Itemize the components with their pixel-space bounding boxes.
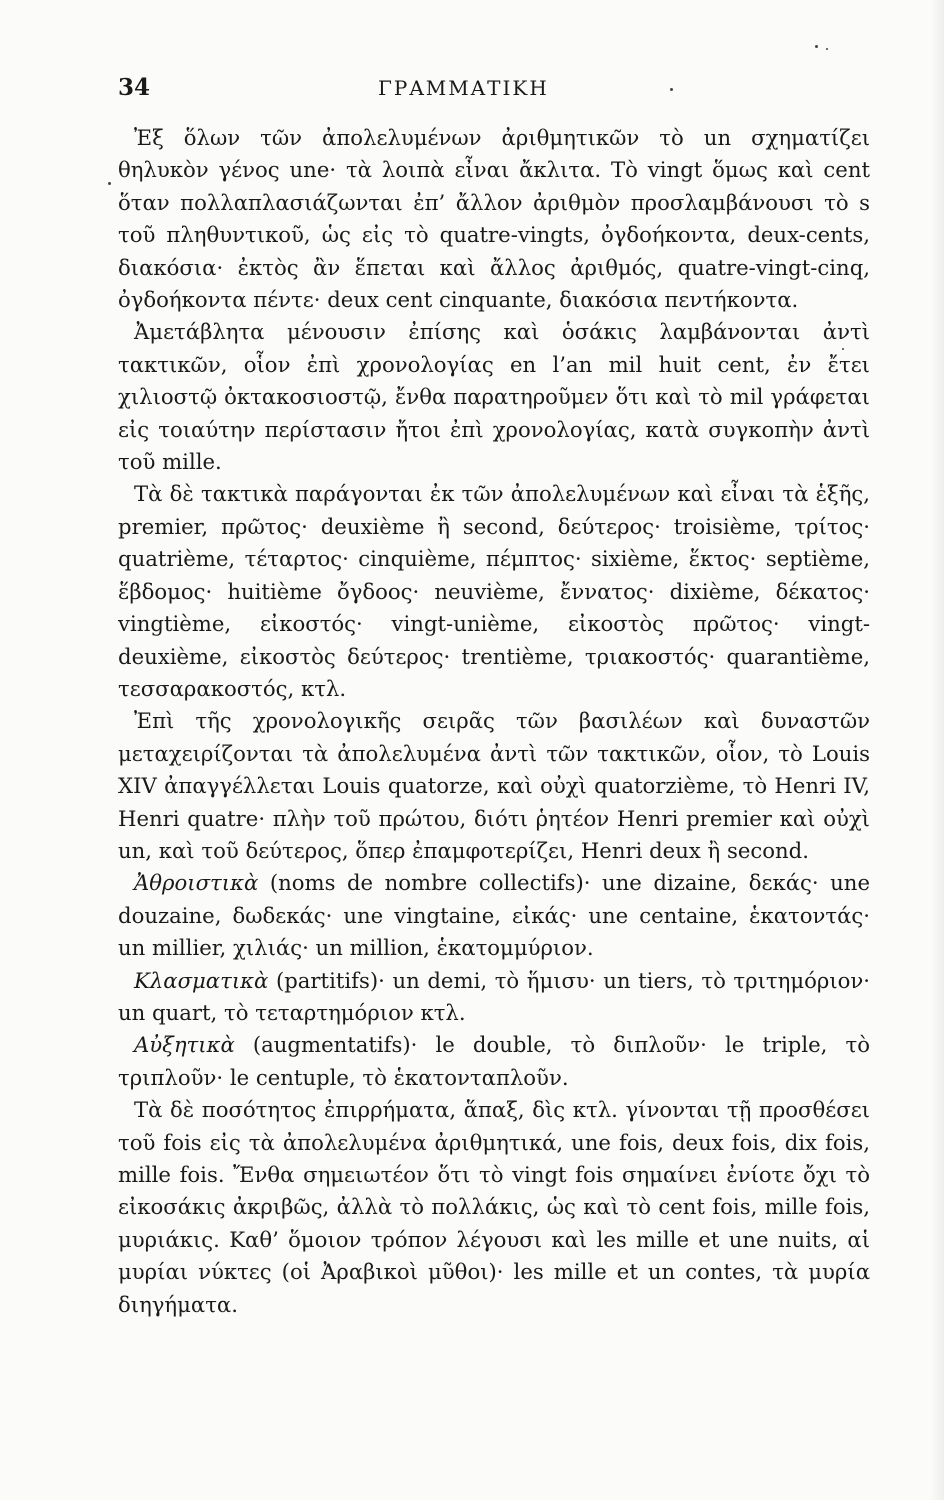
paragraph-partitives: Κλασματικὰ (partitifs)· un demi, τὸ ἥμισυ· un tiers, τὸ τριτημόριον· un quart, τὸ τεταρτημόριον κτλ. (118, 967, 870, 1025)
paragraph-augmentatives: Αὐξητικὰ (augmentatifs)· le double, τὸ διπλοῦν· le triple, τὸ τριπλοῦν· le centuple, τὸ ἑκατονταπλοῦν. (118, 1032, 870, 1090)
paragraph-royal-names: Ἐπὶ τῆς χρονολογικῆς σειρᾶς τῶν βασιλέων καὶ δυναστῶν μεταχειρίζονται τὰ ἀπολελυμένα ἀντὶ τῶν τακτικῶν, οἷον, τὸ Louis XIV ἀπαγγέλλεται Louis quatorze, καὶ οὐχὶ quatorzième, τὸ Henri IV, Henri quatre· πλὴν τοῦ πρώτου, διότι ῥητέον Henri premier καὶ οὐχὶ un, καὶ τοῦ δεύτερος, ὅπερ ἐπαμφοτερίζει, Henri deux ἢ second. (118, 708, 870, 863)
page-header (118, 70, 864, 106)
body-text (118, 122, 870, 1321)
page-number: 34 (118, 74, 151, 101)
running-title: ΓΡΑΜΜΑΤΙΚΗ (378, 76, 549, 100)
paragraph-ordinals: Τὰ δὲ τακτικὰ παράγονται ἐκ τῶν ἀπολελυμένων καὶ εἶναι τὰ ἑξῆς, premier, πρῶτος· deuxième ἢ second, δεύτερος· troisième, τρίτος· quatrième, τέταρτος· cinquième, πέμπτος· sixième, ἕκτος· septième, ἕβδομος· huitième ὄγδοος· neuvième, ἔννατος· dixième, δέκατος· vingtième, εἰκοστός· vingt-unième, εἰκοστὸς πρῶτος· vingt-deuxième, εἰκοστὸς δεύτερος· trentième, τριακοστός· quarantième, τεσσαρακοστός, κτλ. (118, 481, 870, 701)
page-edge-shadow (930, 0, 944, 1500)
paragraph-cardinal-gender: Ἐξ ὅλων τῶν ἀπολελυμένων ἀριθμητικῶν τὸ un σχηματίζει θηλυκὸν γένος une· τὰ λοιπὰ εἶναι ἄκλιτα. Τὸ vingt ὅμως καὶ cent ὅταν πολλαπλασιάζωνται ἐπ’ ἄλλον ἀριθμὸν προσλαμβάνουσι τὸ s τοῦ πληθυντικοῦ, ὡς εἰς τὸ quatre-vingts, ὀγδοήκοντα, deux-cents, διακόσια· ἐκτὸς ἂν ἕπεται καὶ ἄλλος ἀριθμός, quatre-vingt-cinq, ὀγδοήκοντα πέντε· deux cent cinquante, διακόσια πεντήκοντα. (118, 125, 870, 313)
term-collectives: Ἀθροιστικὰ (134, 870, 259, 896)
paragraph-adverbs: Τὰ δὲ ποσότητος ἐπιρρήματα, ἅπαξ, δὶς κτλ. γίνονται τῇ προσθέσει τοῦ fois εἰς τὰ ἀπολελυμένα ἀριθμητικά, une fois, deux fois, dix fois, mille fois. Ἔνθα σημειωτέον ὅτι τὸ vingt fois σημαίνει ἐνίοτε ὄχι τὸ εἰκοσάκις ἀκριβῶς, ἀλλὰ τὸ πολλάκις, ὡς καὶ τὸ cent fois, mille fois, μυριάκις. Καθ’ ὅμοιον τρόπον λέγουσι καὶ les mille et une nuits, αἱ μυρίαι νύκτες (οἱ Ἀραβικοὶ μῦθοι)· les mille et un contes, τὰ μυρία διηγήματα. (118, 1097, 870, 1317)
paragraph-collectives: Ἀθροιστικὰ (noms de nombre collectifs)· une dizaine, δεκάς· une douzaine, δωδεκάς· une vingtaine, εἰκάς· une centaine, ἑκατοντάς· un millier, χιλιάς· un million, ἑκατομμύριον. (118, 870, 870, 961)
term-partitives: Κλασματικὰ (134, 967, 269, 993)
term-augmentatives: Αὐξητικὰ (134, 1032, 235, 1058)
paragraph-invariable-dates: Ἀμετάβλητα μένουσιν ἐπίσης καὶ ὁσάκις λαμβάνονται ἀντὶ τακτικῶν, οἷον ἐπὶ χρονολογίας en l’an mil huit cent, ἐν ἔτει χιλιοστῷ ὀκτακοσιοστῷ, ἔνθα παρατηροῦμεν ὅτι καὶ τὸ mil γράφεται εἰς τοιαύτην περίστασιν ἤτοι ἐπὶ χρονολογίας, κατὰ συγκοπὴν ἀντὶ τοῦ mille. (118, 319, 870, 475)
